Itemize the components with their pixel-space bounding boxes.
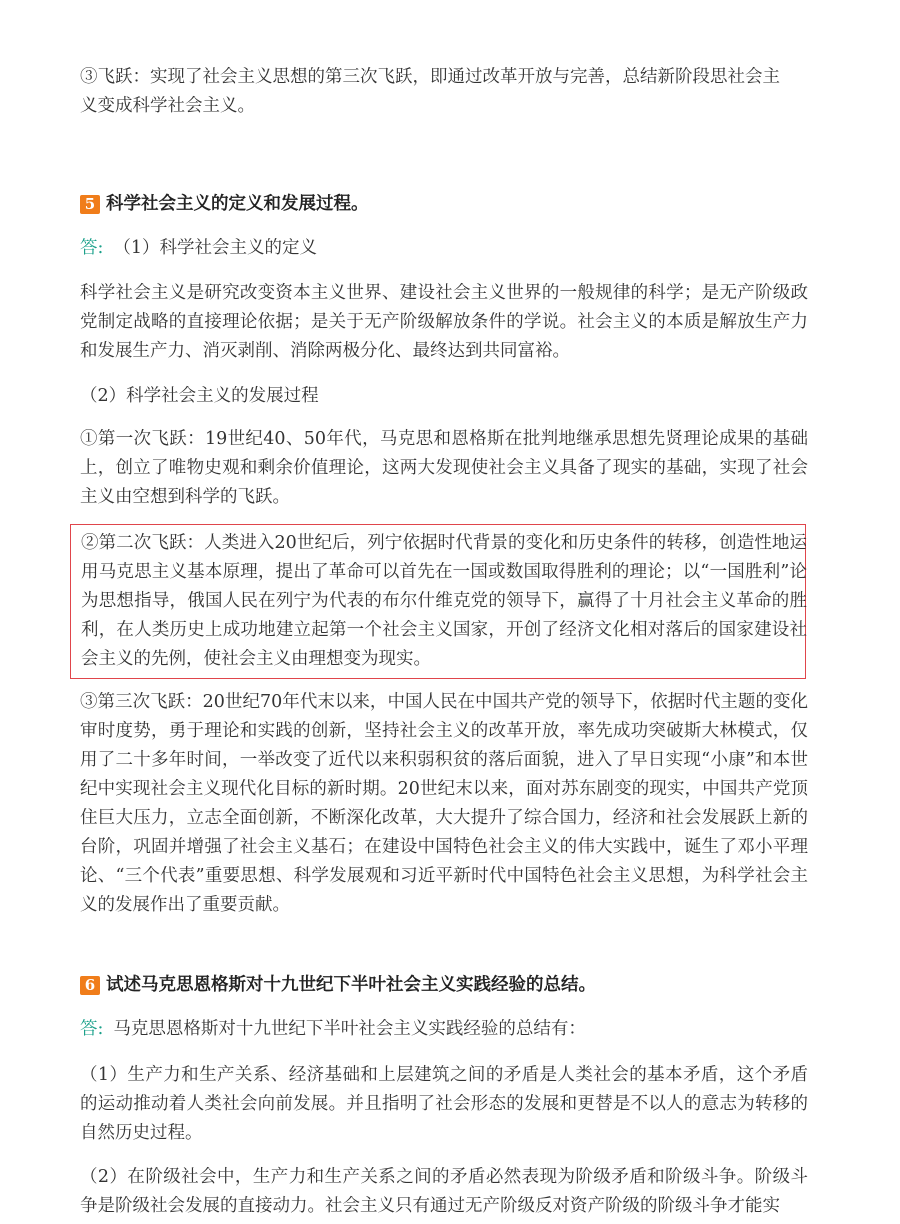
- third-leap-paragraph: ③第三次飞跃：20世纪70年代末以来，中国人民在中国共产党的领导下，依据时代主题的变化审时度势，勇于理论和实践的创新，坚持社会主义的改革开放，率先成功突破斯大林模式，仅用了二十多年时间，一举改变了近代以来积弱积贫的落后面貌，进入了早日实现“小康”和本世纪中实现社会主义现代化目标的新时期。20世纪末以来，面对苏东剧变的现实，中国共产党顶住巨大压力，立志全面创新，不断深化改革，大大提升了综合国力，经济和社会发展跃上新的台阶，巩固并增强了社会主义基石；在建设中国特色社会主义的伟大实践中，诞生了邓小平理论、“三个代表”重要思想、科学发展观和习近平新时代中国特色社会主义思想，为科学社会主义的发展作出了重要贡献。: [80, 692, 808, 915]
- point-2-paragraph: （2）在阶级社会中，生产力和生产关系之间的矛盾必然表现为阶级矛盾和阶级斗争。阶级斗争是阶级社会发展的直接动力。社会主义只有通过无产阶级反对资产阶级的阶级斗争才能实: [80, 1167, 808, 1216]
- development-subheading: （2）科学社会主义的发展过程: [80, 386, 319, 406]
- first-leap-paragraph: ①第一次飞跃：19世纪40、50年代，马克思和恩格斯在批判地继承思想先贤理论成果的基础上，创立了唯物史观和剩余价值理论，这两大发现使社会主义具备了现实的基础，实现了社会主义由空想到科学的飞跃。: [80, 429, 808, 507]
- question-title-text: 科学社会主义的定义和发展过程。: [106, 194, 369, 214]
- question-6-answer-intro: [80, 1017, 586, 1041]
- answer-intro-text: （1）科学社会主义的定义: [113, 238, 318, 258]
- definition-paragraph: 科学社会主义是研究改变资本主义世界、建设社会主义世界的一般规律的科学；是无产阶级政党制定战略的直接理论依据；是关于无产阶级解放条件的学说。社会主义的本质是解放生产力和发展生产力、消灭剥削、消除两极分化、最终达到共同富裕。: [80, 283, 808, 361]
- answer-label: 答:: [80, 1019, 104, 1039]
- highlighted-second-leap: [70, 524, 806, 679]
- point-1-paragraph: （1）生产力和生产关系、经济基础和上层建筑之间的矛盾是人类社会的基本矛盾，这个矛盾的运动推动着人类社会向前发展。并且指明了社会形态的发展和更替是不以人的意志为转移的自然历史过程。: [80, 1065, 808, 1143]
- fragment-line-1: ③飞跃：实现了社会主义思想的第三次飞跃，即通过改革开放与完善，总结新阶段思社会主: [80, 67, 780, 87]
- answer-intro-text: 马克思恩格斯对十九世纪下半叶社会主义实践经验的总结有：: [113, 1019, 586, 1039]
- answer-label: 答:: [80, 238, 104, 258]
- question-6-title: [80, 973, 596, 997]
- question-5-answer-intro: [80, 236, 317, 260]
- question-number-badge: 6: [80, 976, 100, 995]
- question-5-title: [80, 192, 369, 216]
- fragment-line-2: 义变成科学社会主义。: [80, 96, 255, 116]
- question-number-badge: 5: [80, 195, 100, 214]
- previous-answer-fragment: [80, 67, 808, 140]
- question-title-text: 试述马克思恩格斯对十九世纪下半叶社会主义实践经验的总结。: [106, 975, 596, 995]
- second-leap-paragraph: ②第二次飞跃：人类进入20世纪后，列宁依据时代背景的变化和历史条件的转移，创造性地运用马克思主义基本原理，提出了革命可以首先在一国或数国取得胜利的理论；以“一国胜利”论为思想指导，俄国人民在列宁为代表的布尔什维克党的领导下，赢得了十月社会主义革命的胜利，在人类历史上成功地建立起第一个社会主义国家，开创了经济文化相对落后的国家建设社会主义的先例，使社会主义由理想变为现实。: [81, 533, 807, 669]
